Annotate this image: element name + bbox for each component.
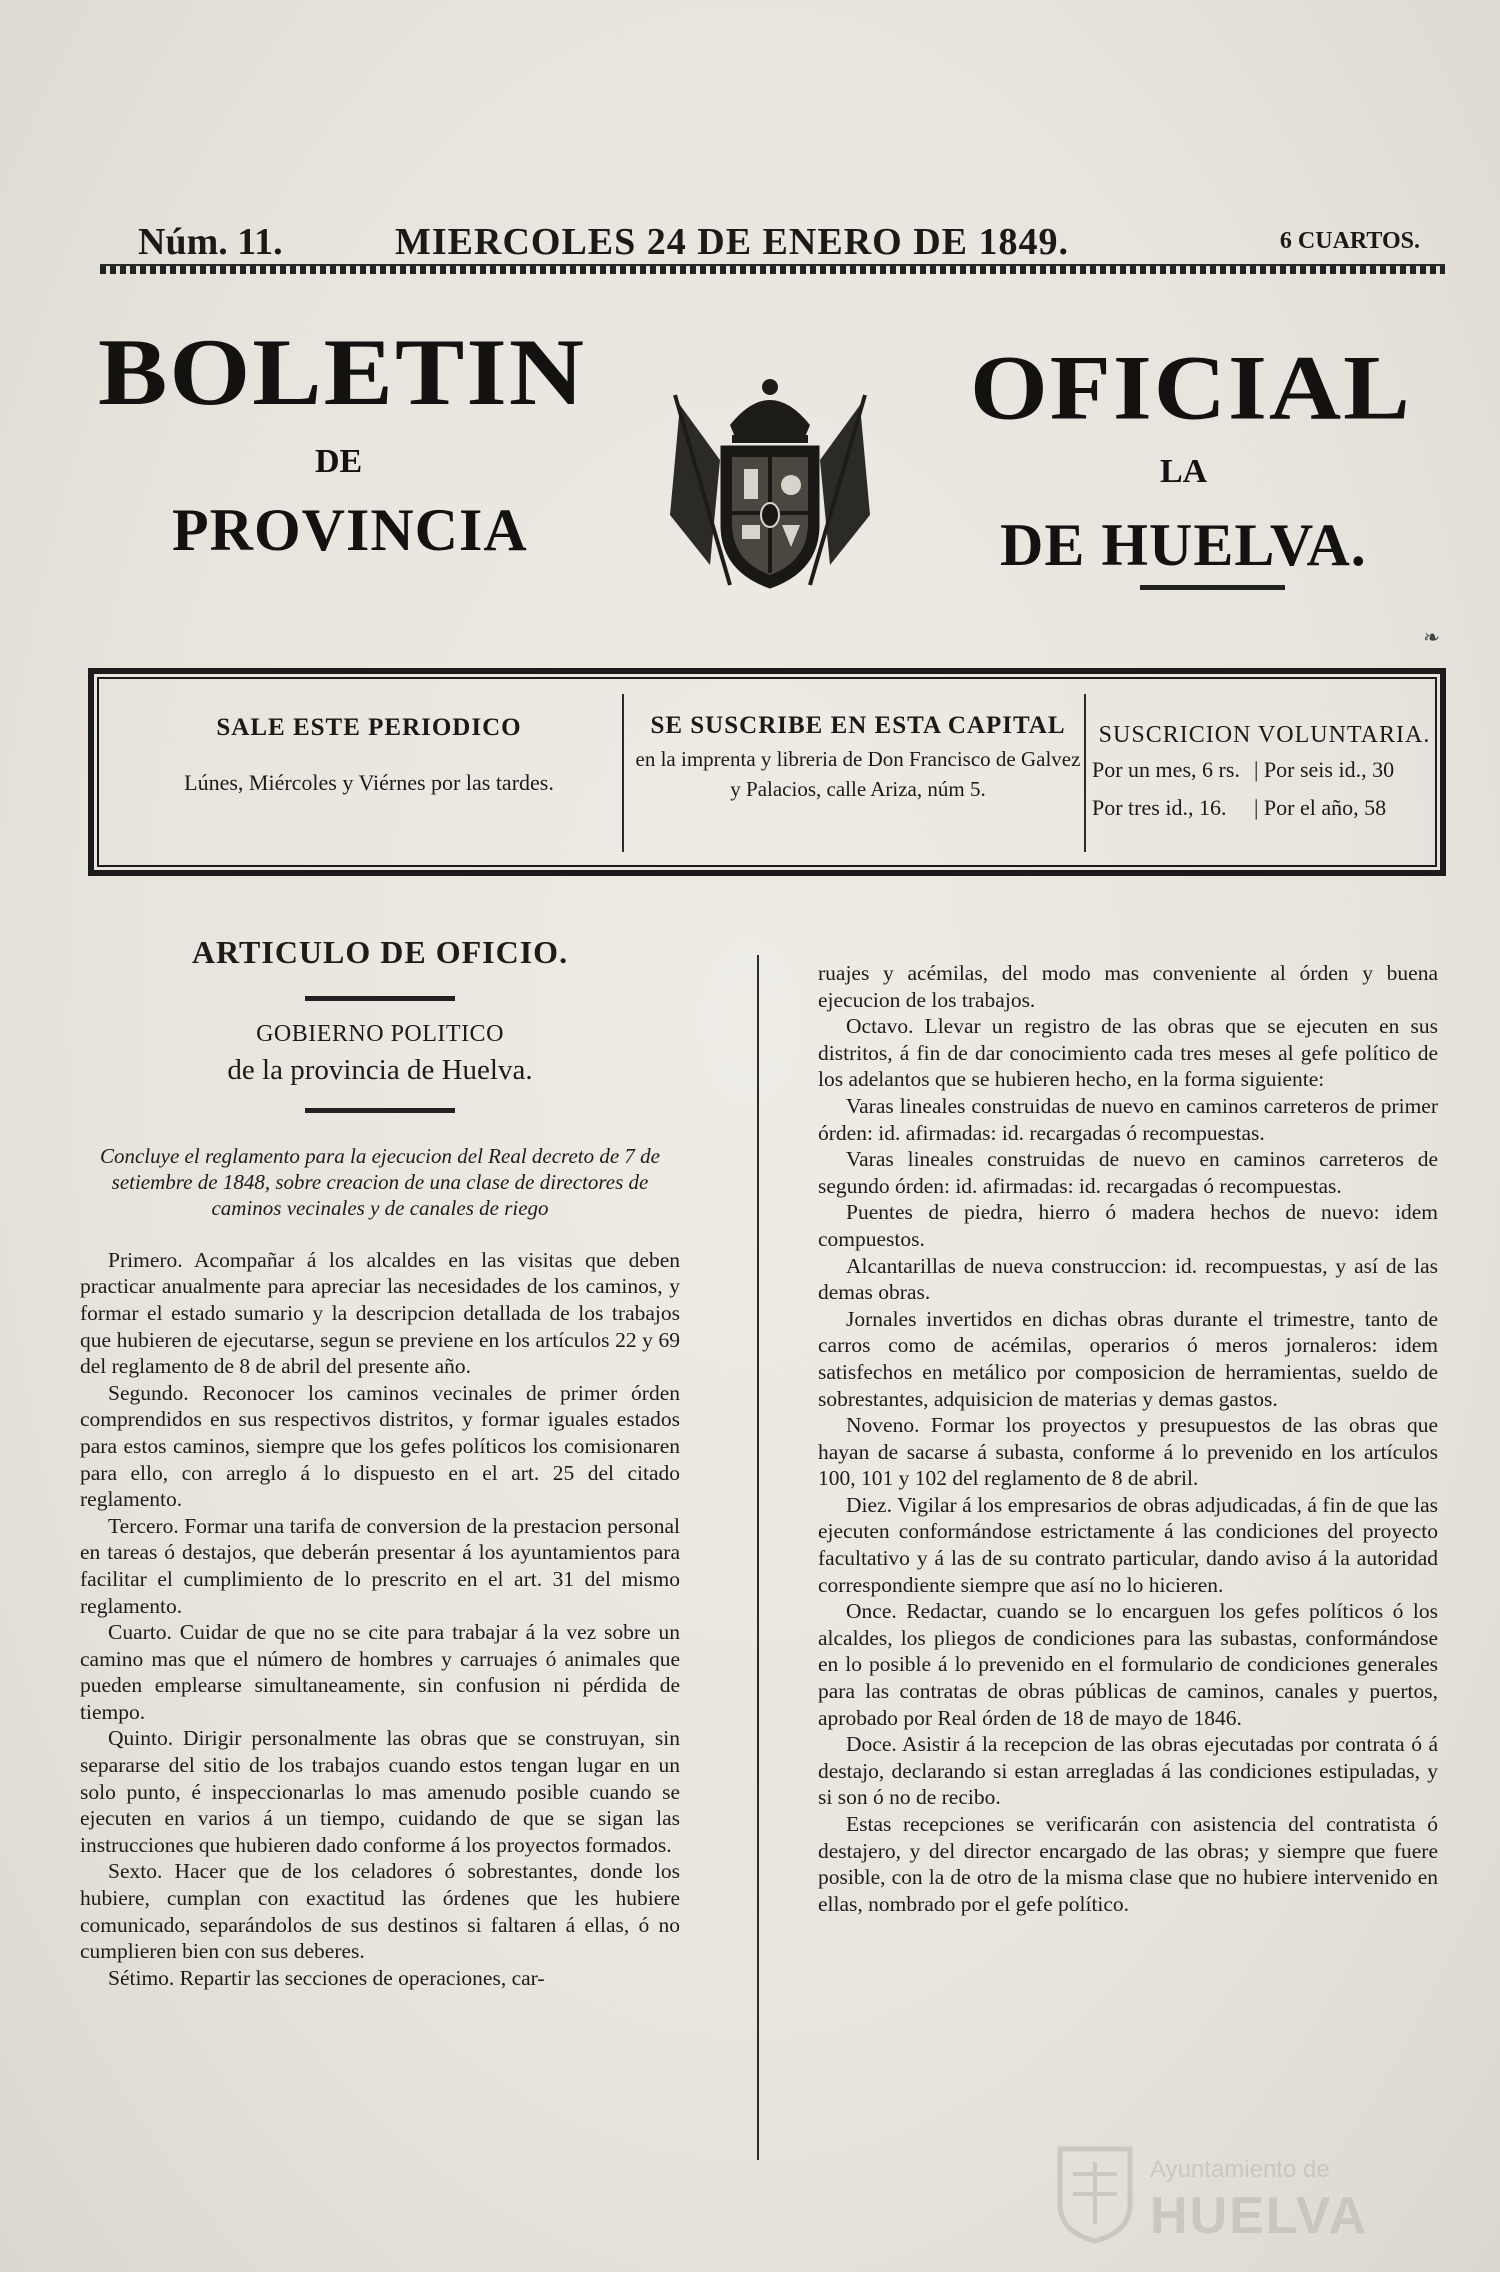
paragraph: Once. Redactar, cuando se lo encarguen los gefes políticos ó los alcaldes, los pliegos de condiciones para las subastas, conformándose en lo posible á lo prevenido en el formulario de condiciones generales para las contratas de obras públicas de caminos, canales y puertos, aprobado por Real órden de 18 de mayo de 1846.: [818, 1599, 1438, 1730]
paragraph: Diez. Vigilar á los empresarios de obras adjudicadas, á fin de que las ejecuten conformándose estrictamente á las condiciones del proyecto facultativo y á las de su contrato particular, dando aviso á la autoridad correspondiente siempre que así no lo hicieren.: [818, 1492, 1438, 1597]
article-heading: ARTICULO DE OFICIO.: [191, 934, 569, 970]
issue-date: MIERCOLES 24 DE ENERO DE 1849.: [395, 221, 1069, 263]
price-row: Por un mes, 6 rs. | Por seis id., 30: [1092, 757, 1395, 782]
paragraph: Jornales invertidos en dichas obras durante el trimestre, tanto de carros como de acémilas, operarios ó meros jornaleros: idem satisfechos en metálico por composicion de herramientas, sueldo de sobrestantes, adquisicion de materias y demas gastos.: [818, 1306, 1438, 1411]
schedule-heading: SALE ESTE PERIODICO: [216, 714, 522, 741]
title-oficial: OFICIAL: [970, 336, 1412, 439]
paragraph: Doce. Asistir á la recepcion de las obras ejecutadas por contrata ó á destajo, declarando si estan arregladas á las condiciones estipuladas, y si son ó no de recibo.: [818, 1732, 1438, 1810]
subscription-schedule: [114, 674, 624, 870]
masthead-topline: [100, 220, 1430, 262]
title-underline: [1140, 585, 1285, 590]
paragraph: Estas recepciones se verificarán con asistencia del contratista ó destajero, y del director encargado de las obras; y siempre que fuere posible, con la de otro de la misma clase que no hubiere intervenido en ellas, nombrado por el gefe político.: [818, 1812, 1438, 1916]
paragraph: Noveno. Formar los proyectos y presupuestos de las obras que hayan de sacarse á subasta, conforme á lo prevenido en los artículos 100, 101 y 102 del reglamento de 8 de abril.: [818, 1413, 1438, 1491]
heading-rule: [305, 996, 455, 1001]
box-divider: [1084, 694, 1086, 852]
heading-rule: [305, 1108, 455, 1113]
paragraph: Segundo. Reconocer los caminos vecinales de primer órden comprendidos en sus respectivos distritos, y formar iguales estados para estos caminos, siempre que los gefes políticos los comisionaren para ello, con arreglo á lo dispuesto en el art. 25 del citado reglamento.: [80, 1380, 680, 1512]
prices-heading: SUSCRICION VOLUNTARIA.: [1098, 722, 1431, 748]
paragraph: Sétimo. Repartir las secciones de operaciones, car-: [108, 1965, 545, 1990]
subscription-box: [88, 668, 1446, 876]
paragraph: Puentes de piedra, hierro ó madera hechos de nuevo: idem compuestos.: [818, 1200, 1438, 1251]
issue-number: Núm. 11.: [138, 221, 283, 263]
column-rule: [757, 955, 759, 2160]
watermark-small-text: Ayuntamiento de: [1150, 2156, 1330, 2183]
paragraph: Varas lineales construidas de nuevo en caminos carreteros de primer órden: id. afirmadas: id. recargadas ó recompuestas.: [818, 1093, 1438, 1145]
article-intro: Concluye el reglamento para la ejecucion del Real decreto de 7 de setiembre de 1848, sobre creacion de una clase de directores de caminos vecinales y de canales de riego: [99, 1143, 660, 1220]
place-text: en la imprenta y libreria de Don Francisco de Galvez y Palacios, calle Ariza, núm 5.: [635, 747, 1081, 801]
paragraph: Varas lineales construidas de nuevo en caminos carreteros de segundo órden: id. afirmadas: id. recargadas ó recompuestas.: [818, 1147, 1438, 1198]
paragraph: Primero. Acompañar á los alcaldes en las visitas que deben practicar anualmente para apreciar las necesidades de los caminos, y formar el estado sumario y la descripcion detallada de los trabajos que hubieren de ejecutarse, segun se previene en los artículos 22 y 69 del reglamento de 8 de abril del presente año.: [80, 1247, 680, 1379]
paragraph: Cuarto. Cuidar de que no se cite para trabajar á la vez sobre un camino mas que el número de hombres y carruajes ó animales que pueden emplearse simultaneamente, sin confusion ni pérdida de tiempo.: [80, 1620, 680, 1724]
paragraph: ruajes y acémilas, del modo mas conveniente al órden y buena ejecucion de los trabajos.: [818, 961, 1438, 1012]
issue-price: 6 CUARTOS.: [1279, 228, 1420, 254]
ornament-icon: ❧: [1423, 625, 1440, 649]
price-row: Por tres id., 16. | Por el año, 58: [1092, 795, 1387, 820]
coat-of-arms-icon: [660, 365, 880, 595]
archive-watermark: [1055, 2134, 1415, 2254]
gobierno-heading: GOBIERNO POLITICO: [256, 1020, 504, 1047]
paragraph: Alcantarillas de nueva construccion: id. recompuestas, y así de las demas obras.: [818, 1253, 1438, 1305]
paragraph: Octavo. Llevar un registro de las obras que se ejecuten en sus distritos, á fin de dar conocimiento cada tres meses al gefe político de los adelantos que se hubieren hecho, en la forma siguiente:: [818, 1014, 1438, 1092]
title-de-huelva: DE HUELVA.: [1000, 512, 1367, 578]
title-provincia: PROVINCIA: [172, 497, 528, 563]
subscription-place: [634, 674, 1082, 870]
article-right-column: [818, 960, 1438, 1917]
title-de: DE: [315, 443, 363, 480]
box-divider: [622, 694, 624, 852]
schedule-text: Lúnes, Miércoles y Viérnes por las tardes.: [184, 770, 554, 795]
paragraph: Sexto. Hacer que de los celadores ó sobrestantes, donde los hubiere, cumplan con exactitud las órdenes que les hubiere comunicado, separándolos de sus destinos si faltaren á ellas, ó no cumplieren bien con sus deberes.: [80, 1859, 680, 1964]
subscription-prices: [1092, 674, 1437, 870]
place-heading: SE SUSCRIBE EN ESTA CAPITAL: [650, 712, 1066, 739]
article-left-column: [80, 935, 680, 1991]
paragraph: Tercero. Formar una tarifa de conversion de la prestacion personal en tareas ó destajos, que deberán presentar á los ayuntamientos para facilitar el cumplimiento de lo prescrito en el art. 31 del mismo reglamento.: [80, 1513, 680, 1618]
title-la: LA: [1160, 453, 1208, 490]
decorative-rule: [100, 264, 1445, 274]
paragraph: Quinto. Dirigir personalmente las obras que se construyan, sin separarse del sitio de los trabajos cuando estos tengan lugar en un solo punto, é inspeccionarlas lo mas amenudo posible cuando se ejecuten en varios á un tiempo, cuidando de que se sigan las instrucciones que hubieren dado conforme á los proyectos formados.: [80, 1726, 680, 1857]
provincia-heading: de la provincia de Huelva.: [227, 1054, 533, 1087]
title-boletin: BOLETIN: [98, 319, 586, 426]
watermark-shield-icon: [1055, 2144, 1135, 2244]
watermark-big-text: HUELVA: [1150, 2187, 1369, 2245]
